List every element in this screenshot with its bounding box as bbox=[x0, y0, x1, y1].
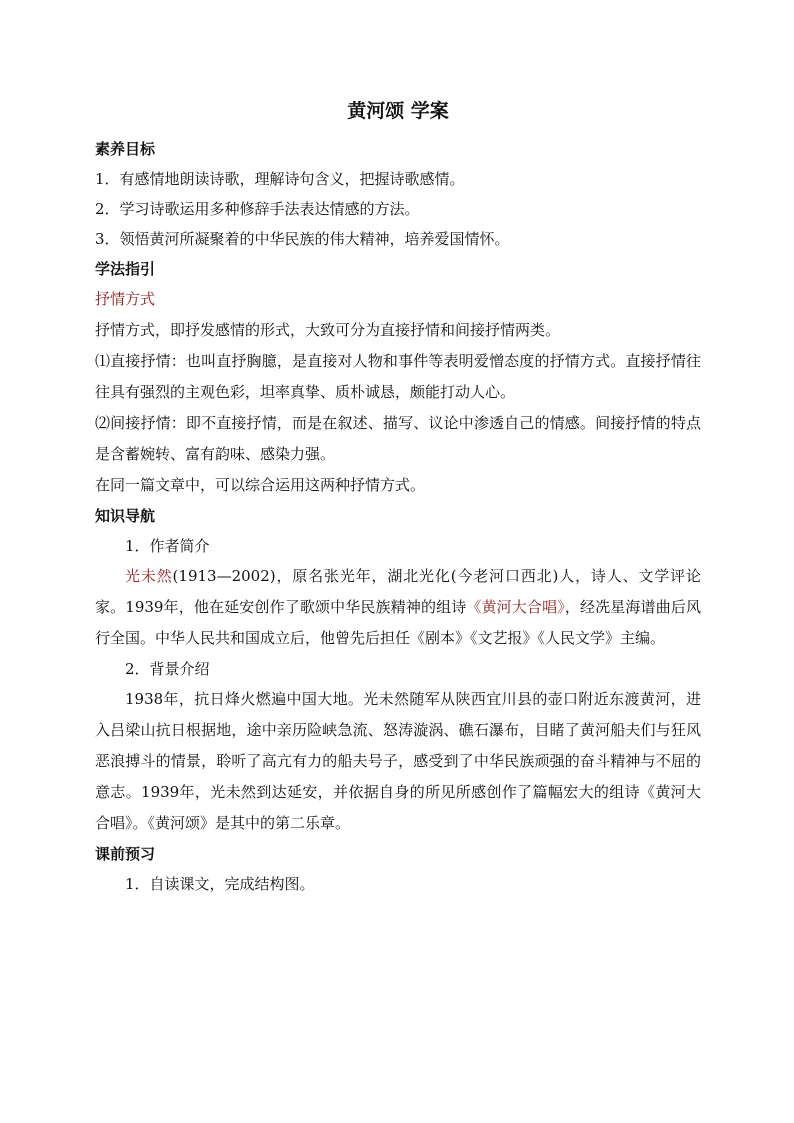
author-text-2: ，经冼星海谱曲后风行全国。中华人民共和国成立后，他曾先后担任《剧本》《文艺报》《人民文学》主编。 bbox=[95, 598, 701, 647]
section-heading-knowledge: 知识导航 bbox=[95, 507, 156, 525]
goal-item-2: 2．学习诗歌运用多种修辞手法表达情感的方法。 bbox=[95, 200, 420, 218]
section-heading-goals: 素养目标 bbox=[95, 140, 156, 158]
author-intro-paragraph bbox=[95, 561, 701, 654]
subheading-lyric-mode: 抒情方式 bbox=[95, 290, 156, 308]
section-heading-method: 学法指引 bbox=[95, 260, 156, 278]
author-work: 《黄河大合唱》 bbox=[466, 598, 565, 616]
goal-item-1: 1．有感情地朗读诗歌，理解诗句含义，把握诗歌感情。 bbox=[95, 170, 465, 188]
document-page bbox=[95, 96, 701, 899]
method-paragraph-summary: 在同一篇文章中，可以综合运用这两种抒情方式。 bbox=[95, 476, 426, 494]
document-title: 黄河颂 学案 bbox=[347, 100, 449, 122]
method-paragraph-indirect: ⑵间接抒情：即不直接抒情，而是在叙述、描写、议论中渗透自己的情感。间接抒情的特点是含蓄婉转、富有韵味、感染力强。 bbox=[95, 414, 701, 463]
background-title: 2．背景介绍 bbox=[125, 660, 210, 678]
method-paragraph-1: 抒情方式，即抒发感情的形式，大致可分为直接抒情和间接抒情两类。 bbox=[95, 321, 561, 339]
section-heading-preview: 课前预习 bbox=[95, 845, 156, 863]
preview-item-1: 1．自读课文，完成结构图。 bbox=[125, 875, 315, 893]
author-text-1: (1913—2002)，原名张光年，湖北光化(今老河口西北)人，诗人、文学评论家。1939年，他在延安创作了歌颂中华民族精神的组诗 bbox=[95, 567, 701, 616]
author-intro-title: 1．作者简介 bbox=[125, 537, 210, 555]
goal-item-3: 3．领悟黄河所凝聚着的中华民族的伟大精神，培养爱国情怀。 bbox=[95, 230, 510, 248]
background-paragraph: 1938年，抗日烽火燃遍中国大地。光未然随军从陕西宜川县的壶口附近东渡黄河，进入吕梁山抗日根据地，途中亲历险峡急流、怒涛漩涡、礁石瀑布，目睹了黄河船夫们与狂风恶浪搏斗的情景，聆听了高亢有力的船夫号子，感受到了中华民族顽强的奋斗精神与不屈的意志。1939年，光未然到达延安，并依据自身的所见所感创作了篇幅宏大的组诗《黄河大合唱》。《黄河颂》是其中的第二乐章。 bbox=[95, 690, 701, 832]
method-paragraph-direct: ⑴直接抒情：也叫直抒胸臆，是直接对人物和事件等表明爱憎态度的抒情方式。直接抒情往往具有强烈的主观色彩，坦率真挚、质朴诚恳，颇能打动人心。 bbox=[95, 352, 701, 401]
author-name: 光未然 bbox=[125, 567, 173, 585]
